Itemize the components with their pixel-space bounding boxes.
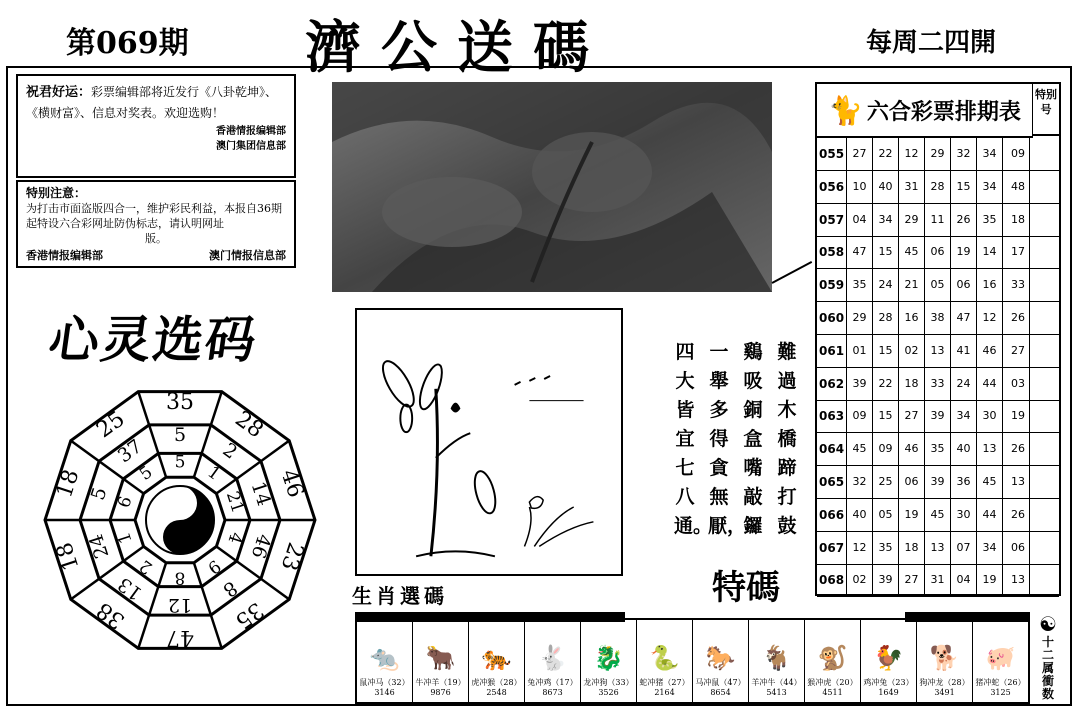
row-number: 40 xyxy=(951,433,977,465)
row-number: 13 xyxy=(925,335,951,367)
row-number: 33 xyxy=(925,368,951,400)
tiger-icon: 🐅 xyxy=(481,644,512,672)
animal-label: 猪冲蛇（26） xyxy=(975,678,1026,687)
row-number: 15 xyxy=(873,236,899,268)
table-header xyxy=(817,84,1033,138)
row-number: 31 xyxy=(925,564,951,596)
table-row xyxy=(817,466,1059,499)
notice-body: 为打击市面盗版四合一，维护彩民利益，本报自36期起特设六合彩网址防伪标志，请认明网址 xyxy=(26,202,282,230)
bagua-number: 8 xyxy=(174,567,186,588)
bagua-number: 28 xyxy=(230,406,268,444)
row-issue-number: 068 xyxy=(817,564,847,596)
row-number: 19 xyxy=(899,499,925,531)
table-row xyxy=(817,204,1059,237)
poem-column: 鷄吸銅盒嘴敲鑼 xyxy=(743,341,763,537)
tree-illustration xyxy=(355,308,623,576)
table-row xyxy=(817,433,1059,466)
poem-column: 難過木橋蹄打鼓 xyxy=(777,341,797,537)
row-number: 29 xyxy=(899,204,925,236)
animal-number: 3125 xyxy=(990,688,1011,697)
row-number: 02 xyxy=(899,335,925,367)
row-number: 47 xyxy=(951,302,977,334)
bagua-number: 2 xyxy=(135,555,157,578)
bagua-number: 38 xyxy=(92,596,130,634)
row-number: 39 xyxy=(925,400,951,432)
row-special-number: 33 xyxy=(1011,278,1025,292)
greeting-heading: 祝君好运： xyxy=(26,85,92,100)
animal-number: 8654 xyxy=(710,688,731,697)
row-number: 12 xyxy=(899,138,925,170)
row-number: 13 xyxy=(925,532,951,564)
table-row xyxy=(817,400,1059,433)
row-number: 18 xyxy=(899,368,925,400)
table-row xyxy=(817,368,1059,401)
row-issue-number: 062 xyxy=(817,368,847,400)
animal-label: 牛冲羊（19） xyxy=(415,678,466,687)
row-special-number: 26 xyxy=(1011,442,1025,456)
row-number: 15 xyxy=(873,335,899,367)
row-number: 32 xyxy=(847,466,873,498)
row-number: 25 xyxy=(873,466,899,498)
greeting-sign-1: 香港情报编辑部 xyxy=(216,126,286,137)
ox-icon: 🐂 xyxy=(425,644,456,672)
poem-block xyxy=(672,338,802,568)
zodiac-section-label: 生肖選碼 xyxy=(352,584,448,608)
bagua-number: 5 xyxy=(135,462,157,485)
bagua-number: 25 xyxy=(92,406,130,444)
animal-number: 2164 xyxy=(654,688,675,697)
animal-label: 蛇冲猪（27） xyxy=(639,678,690,687)
bagua-number: 47 xyxy=(166,625,194,650)
table-row xyxy=(817,138,1059,171)
row-issue-number: 057 xyxy=(817,204,847,236)
table-row xyxy=(817,171,1059,204)
row-number: 32 xyxy=(951,138,977,170)
row-number: 28 xyxy=(925,171,951,203)
row-issue-number: 055 xyxy=(817,138,847,170)
row-number: 30 xyxy=(977,400,1003,432)
pig-icon: 🐖 xyxy=(985,644,1016,672)
animal-cell xyxy=(469,620,525,702)
bagua-number: 13 xyxy=(113,572,147,605)
bagua-number: 5 xyxy=(174,452,186,473)
bagua-number: 6 xyxy=(114,493,137,511)
schedule-label: 每周二四開 xyxy=(866,28,997,58)
issue-number: 第069期 xyxy=(66,26,189,61)
table-row xyxy=(817,236,1059,269)
row-number: 15 xyxy=(873,400,899,432)
row-special-number: 17 xyxy=(1011,245,1025,259)
bagua-number: 4 xyxy=(223,529,246,547)
animal-cell xyxy=(805,620,861,702)
row-number: 24 xyxy=(951,368,977,400)
row-number: 27 xyxy=(899,564,925,596)
row-number: 06 xyxy=(899,466,925,498)
yin-yang-icon: ☯ xyxy=(1039,612,1057,636)
row-number: 09 xyxy=(873,433,899,465)
row-number: 12 xyxy=(847,532,873,564)
table-row xyxy=(817,269,1059,302)
animal-label: 羊冲牛（44） xyxy=(751,678,802,687)
row-number: 31 xyxy=(899,171,925,203)
bagua-number: 35 xyxy=(166,390,194,415)
bagua-number: 5 xyxy=(86,484,112,503)
animal-number: 1649 xyxy=(878,688,899,697)
row-special-number: 09 xyxy=(1011,147,1025,160)
greeting-box xyxy=(16,74,296,178)
row-number: 13 xyxy=(977,433,1003,465)
special-code-label: 特碼 xyxy=(712,568,780,608)
row-number: 28 xyxy=(873,302,899,334)
bagua-number: 5 xyxy=(173,424,187,446)
row-number: 10 xyxy=(847,171,873,203)
zodiac-animals-strip xyxy=(355,618,1030,704)
row-special-number: 06 xyxy=(1011,540,1025,554)
row-number: 34 xyxy=(977,171,1003,203)
animal-number: 8673 xyxy=(542,688,563,697)
dragon-icon: 🐉 xyxy=(593,644,624,672)
row-number: 19 xyxy=(977,564,1003,596)
poem-column: 四大皆宜七八通。 xyxy=(674,341,713,537)
animal-cell xyxy=(861,620,917,702)
row-number: 11 xyxy=(925,204,951,236)
row-number: 34 xyxy=(951,400,977,432)
notice-tail: 版。 xyxy=(145,232,167,245)
bagua-number: 18 xyxy=(52,539,85,574)
animal-cell xyxy=(637,620,693,702)
row-number: 39 xyxy=(873,564,899,596)
table-row xyxy=(817,532,1059,565)
bagua-number: 14 xyxy=(246,478,276,509)
monkey-icon: 🐒 xyxy=(817,644,848,672)
row-issue-number: 061 xyxy=(817,335,847,367)
rabbit-icon: 🐇 xyxy=(537,644,568,672)
table-row xyxy=(817,335,1059,368)
row-number: 46 xyxy=(899,433,925,465)
row-number: 45 xyxy=(925,499,951,531)
animal-label: 兔冲鸡（17） xyxy=(527,678,578,687)
bagua-number: 37 xyxy=(113,435,147,468)
row-number: 40 xyxy=(873,171,899,203)
row-number: 45 xyxy=(847,433,873,465)
bagua-number: 35 xyxy=(230,596,268,634)
row-number: 15 xyxy=(951,171,977,203)
bagua-number: 8 xyxy=(218,576,242,602)
animal-number: 3146 xyxy=(374,688,395,697)
row-special-number: 13 xyxy=(1011,475,1025,488)
row-issue-number: 060 xyxy=(817,302,847,334)
row-number: 01 xyxy=(847,335,873,367)
row-issue-number: 056 xyxy=(817,171,847,203)
row-number: 12 xyxy=(977,302,1003,334)
row-number: 45 xyxy=(977,466,1003,498)
dog-icon: 🐕 xyxy=(929,644,960,672)
goat-icon: 🐐 xyxy=(761,644,792,672)
rooster-icon: 🐓 xyxy=(873,644,904,672)
greeting-body: 彩票编辑部将近发行《八卦乾坤》、《横财富》、信息对奖表。欢迎选购！ xyxy=(26,85,278,120)
row-number: 34 xyxy=(977,138,1003,170)
bagua-number: 12 xyxy=(167,594,193,616)
animal-cell xyxy=(693,620,749,702)
animal-label: 猴冲虎（20） xyxy=(807,678,858,687)
animal-label: 鸡冲兔（23） xyxy=(863,678,914,687)
animal-cell xyxy=(973,620,1028,702)
row-number: 46 xyxy=(977,335,1003,367)
poem-column: 一舉多得貪無厭， xyxy=(708,341,747,537)
row-number: 27 xyxy=(847,138,873,170)
row-issue-number: 064 xyxy=(817,433,847,465)
row-number: 34 xyxy=(977,532,1003,564)
side-label-text: 十二属衝数 xyxy=(1041,635,1054,701)
row-number: 38 xyxy=(925,302,951,334)
bagua-number: 9 xyxy=(203,555,225,578)
animal-cell xyxy=(413,620,469,702)
row-number: 35 xyxy=(873,532,899,564)
row-number: 24 xyxy=(873,269,899,301)
snake-icon: 🐍 xyxy=(649,644,680,672)
row-number: 05 xyxy=(925,269,951,301)
animal-number: 9876 xyxy=(430,688,451,697)
row-number: 34 xyxy=(873,204,899,236)
animal-label: 鼠冲马（32） xyxy=(359,678,410,687)
row-number: 35 xyxy=(847,269,873,301)
bagua-number: 1 xyxy=(203,462,225,485)
row-number: 26 xyxy=(951,204,977,236)
row-number: 39 xyxy=(925,466,951,498)
row-special-number: 27 xyxy=(1011,343,1025,357)
animal-number: 3526 xyxy=(598,688,619,697)
special-number-header: 特别号 xyxy=(1033,84,1059,136)
greeting-sign-2: 澳门集团信息部 xyxy=(216,141,286,152)
row-issue-number: 066 xyxy=(817,499,847,531)
row-number: 09 xyxy=(847,400,873,432)
row-number: 22 xyxy=(873,138,899,170)
animal-label: 狗冲龙（28） xyxy=(919,678,970,687)
bagua-number: 23 xyxy=(275,539,308,574)
row-number: 47 xyxy=(847,236,873,268)
row-number: 21 xyxy=(899,269,925,301)
row-number: 04 xyxy=(951,564,977,596)
row-special-number: 26 xyxy=(1011,311,1025,324)
page-title: 濟公送碼 xyxy=(305,15,609,81)
row-number: 22 xyxy=(873,368,899,400)
row-number: 14 xyxy=(977,236,1003,268)
row-number: 35 xyxy=(977,204,1003,236)
animal-label: 马冲鼠（47） xyxy=(695,678,746,687)
row-issue-number: 059 xyxy=(817,269,847,301)
row-special-number: 26 xyxy=(1011,507,1025,521)
side-label xyxy=(1034,612,1062,706)
notice-heading: 特别注意： xyxy=(26,186,87,200)
table-title: 六合彩票排期表 xyxy=(866,98,1021,125)
row-number: 27 xyxy=(899,400,925,432)
animal-cell xyxy=(749,620,805,702)
row-number: 19 xyxy=(951,236,977,268)
row-number: 07 xyxy=(951,532,977,564)
row-number: 36 xyxy=(951,466,977,498)
row-number: 29 xyxy=(847,302,873,334)
row-number: 45 xyxy=(899,236,925,268)
lottery-schedule-table xyxy=(815,82,1061,596)
row-number: 02 xyxy=(847,564,873,596)
row-number: 04 xyxy=(847,204,873,236)
bagua-number: 1 xyxy=(114,529,137,547)
jigong-painting xyxy=(332,82,772,292)
animal-cell xyxy=(357,620,413,702)
bagua-diagram xyxy=(40,370,340,670)
animal-label: 虎冲猴（28） xyxy=(471,678,522,687)
mind-title: 心灵选码 xyxy=(45,311,262,369)
table-row xyxy=(817,302,1059,335)
row-issue-number: 063 xyxy=(817,400,847,432)
row-special-number: 03 xyxy=(1011,376,1025,390)
row-number: 16 xyxy=(899,302,925,334)
horse-icon: 🐎 xyxy=(705,644,736,672)
animal-number: 2548 xyxy=(486,688,507,697)
animal-label: 龙冲狗（33） xyxy=(583,678,634,687)
row-number: 05 xyxy=(873,499,899,531)
row-number: 39 xyxy=(847,368,873,400)
table-row xyxy=(817,499,1059,532)
row-special-number: 18 xyxy=(1011,212,1025,226)
notice-box xyxy=(16,180,296,268)
animal-number: 4511 xyxy=(822,688,843,697)
bagua-number: 2 xyxy=(218,438,242,464)
row-number: 29 xyxy=(925,138,951,170)
row-number: 35 xyxy=(925,433,951,465)
animal-cell xyxy=(525,620,581,702)
notice-sign-1: 香港情报编辑部 xyxy=(26,249,103,262)
row-number: 44 xyxy=(977,368,1003,400)
row-special-number: 13 xyxy=(1011,573,1025,587)
animal-cell xyxy=(581,620,637,702)
animal-cell xyxy=(917,620,973,702)
bagua-number: 24 xyxy=(84,531,114,562)
bagua-number: 46 xyxy=(246,531,276,562)
rat-icon: 🐀 xyxy=(369,644,400,672)
row-issue-number: 065 xyxy=(817,466,847,498)
row-special-number: 48 xyxy=(1011,179,1025,193)
row-number: 16 xyxy=(977,269,1003,301)
row-special-number: 19 xyxy=(1011,409,1025,423)
row-number: 30 xyxy=(951,499,977,531)
row-number: 41 xyxy=(951,335,977,367)
notice-sign-2: 澳门情报信息部 xyxy=(209,249,286,262)
row-issue-number: 058 xyxy=(817,236,847,268)
bagua-number: 46 xyxy=(275,466,308,501)
row-number: 44 xyxy=(977,499,1003,531)
row-number: 40 xyxy=(847,499,873,531)
bagua-number: 18 xyxy=(52,466,85,501)
yin-yang-icon xyxy=(146,486,214,554)
table-row xyxy=(817,564,1059,597)
row-issue-number: 067 xyxy=(817,532,847,564)
mascot-icon: 🐈 xyxy=(828,93,863,127)
row-number: 18 xyxy=(899,532,925,564)
row-number: 06 xyxy=(951,269,977,301)
animal-number: 5413 xyxy=(766,688,787,697)
row-number: 06 xyxy=(925,236,951,268)
animal-number: 3491 xyxy=(934,688,955,697)
bagua-number: 21 xyxy=(221,488,248,516)
